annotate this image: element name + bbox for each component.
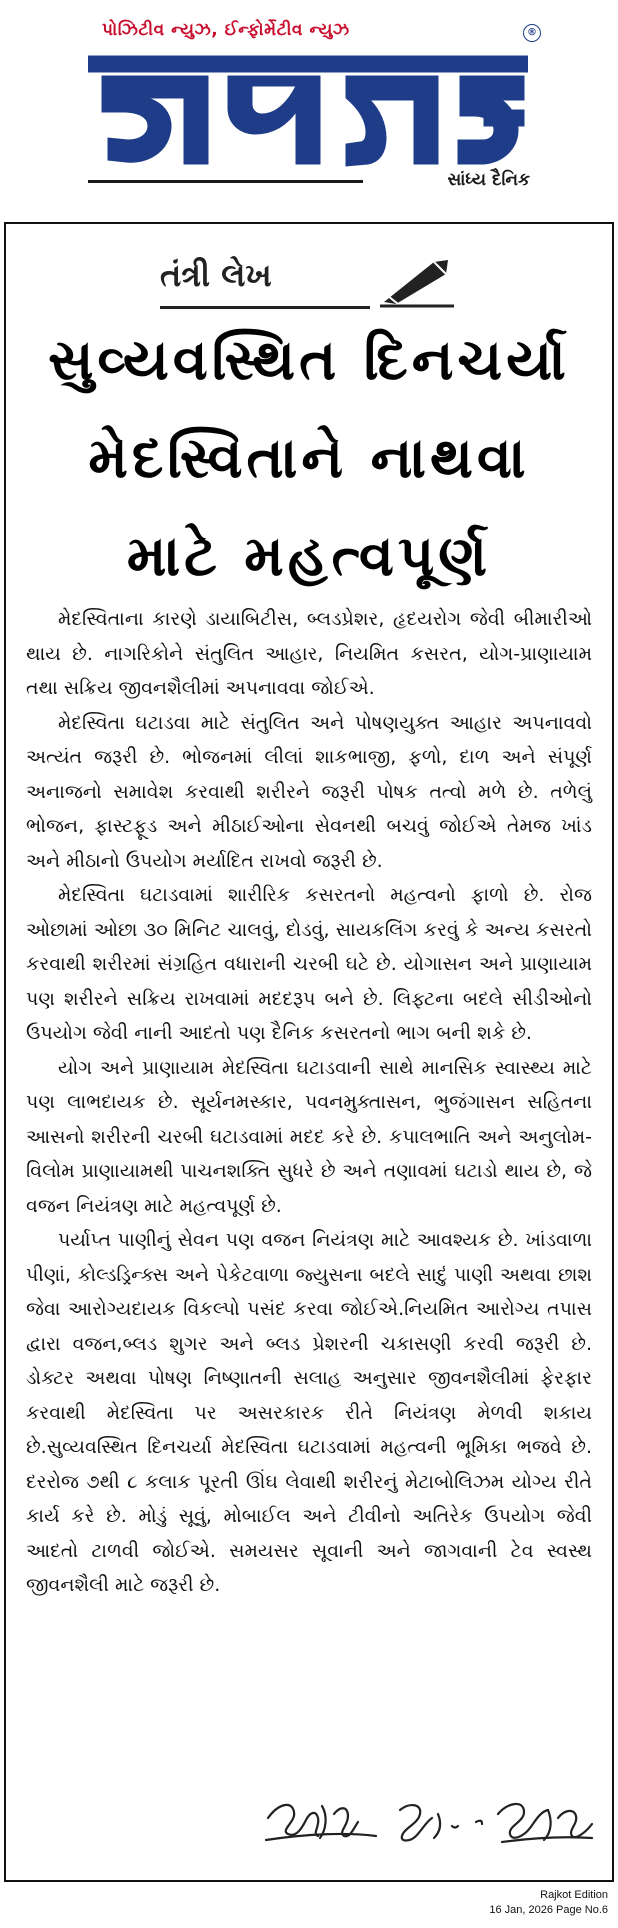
body-paragraph: મેદસ્વિતા ઘટાડવા માટે સંતુલિત અને પોષણયુક્ત આહાર અપનાવવો અત્યંત જરૂરી છે. ભોજનમાં લીલાં શાકભાજી, ફળો, દાળ અને સંપૂર્ણ અનાજનો સમાવેશ કરવાથી શરીરને જરૂરી પોષક તત્વો મળે છે. તળેલું ભોજન, ફાસ્ટફૂડ અને મીઠાઈઓના સેવનથી બચવું જોઈએ તેમજ ખાંડ અને મીઠાનો ઉપયોગ મર્યાદિત રાખવો જરૂરી છે. [26, 711, 592, 872]
edition-name: Rajkot Edition [540, 1889, 608, 1901]
headline-line: માટે મહત્વપૂર્ણ [126, 524, 492, 589]
masthead-tagline: પોઝિટીવ ન્યુઝ, ઈન્ફોર્મેટીવ ન્યુઝ [102, 20, 350, 40]
edition-info [408, 1888, 608, 1918]
body-paragraph: પર્યાપ્ત પાણીનું સેવન પણ વજન નિયંત્રણ માટે આવશ્યક છે. ખાંડવાળા પીણાં, કોલ્ડડ્રિન્ક્સ અને પેકેટવાળા જ્યુસના બદલે સાદું પાણી અથવા છાશ જેવા આરોગ્યદાયક વિકલ્પો પસંદ કરવા જોઈએ.નિયમિત આરોગ્ય તપાસ દ્વારા વજન,બ્લડ શુગર અને બ્લડ પ્રેશરની ચકાસણી કરવી જરૂરી છે. ડોક્ટર અથવા પોષણ નિષ્ણાતની સલાહ અનુસાર જીવનશૈલીમાં ફેરફાર કરવાથી મેદસ્વિતા પર અસરકારક રીતે નિયંત્રણ મેળવી શકાય છે.સુવ્યવસ્થિત દિનચર્યા મેદસ્વિતા ઘટાડવામાં મહત્વની ભૂમિકા ભજવે છે. દરરોજ ૭થી ૮ કલાક પૂરતી ઊંઘ લેવાથી શરીરનું મેટાબોલિઝમ યોગ્ય રીતે કાર્ય કરે છે. મોડું સૂવું, મોબાઈલ અને ટીવીનો અતિરેક ઉપયોગ જેવી આદતો ટાળવી જોઈએ. સમયસર સૂવાની અને જાગવાની ટેવ સ્વસ્થ જીવનશૈલી માટે જરૂરી છે. [26, 1229, 592, 1596]
masthead-logo [88, 50, 528, 168]
logo-letter-4-bar [484, 110, 524, 126]
abtak-logo-icon [88, 50, 528, 168]
logo-letter-2 [228, 76, 320, 164]
section-label: તંત્રી લેખ [160, 256, 272, 294]
masthead-subtitle: સાંધ્ય દૈનિક [447, 170, 530, 190]
headline-line: સુવ્યવસ્થિત દિનચર્યા [48, 328, 570, 393]
logo-shirorekha [88, 56, 528, 72]
pen-writing-icon [378, 256, 456, 308]
body-paragraph: યોગ અને પ્રાણાયામ મેદસ્વિતા ઘટાડવાની સાથે માનસિક સ્વાસ્થ્ય માટે પણ લાભદાયક છે. સૂર્યનમસ્કાર, પવનમુક્તાસન, ભુજંગાસન સહિતના આસનો શરીરની ચરબી ઘટાડવામાં મદદ કરે છે. કપાલભાતિ અને અનુલોમ-વિલોમ પ્રાણાયામથી પાચનશક્તિ સુધરે છે અને તણાવમાં ઘટાડો થાય છે, જે વજન નિયંત્રણ માટે મહત્વપૂર્ણ છે. [26, 1056, 592, 1217]
masthead-rule [88, 180, 363, 183]
logo-letter-1 [102, 76, 188, 162]
headline-line: મેદસ્વિતાને નાથવા [88, 426, 530, 491]
body-paragraph: મેદસ્વિતાના કારણે ડાયાબિટીસ, બ્લડપ્રેશર, હૃદયરોગ જેવી બીમારીઓ થાય છે. નાગરિકોને સંતુલિત આહાર, નિયમિત કસરત, યોગ-પ્રાણાયામ તથા સક્રિય જીવનશૈલીમાં અપનાવવા જોઈએ. [26, 608, 592, 699]
logo-letter-3 [346, 76, 438, 166]
logo-letter-1-stem [184, 76, 208, 164]
handwritten-signature [262, 1784, 602, 1854]
section-underline [160, 306, 370, 309]
section-header [160, 250, 460, 310]
headline [20, 312, 598, 606]
registered-mark: ® [523, 24, 541, 42]
edition-date-page: 16 Jan, 2026 Page No.6 [489, 1904, 608, 1916]
article-body [26, 602, 592, 1603]
body-paragraph: મેદસ્વિતા ઘટાડવામાં શારીરિક કસરતનો મહત્વનો ફાળો છે. રોજ ઓછામાં ઓછા ૩૦ મિનિટ ચાલવું, દોડવું, સાયકલિંગ કરવું કે અન્ય કસરતો કરવાથી શરીરમાં સંગ્રહિત વધારાની ચરબી ઘટે છે. યોગાસન અને પ્રાણાયામ પણ શરીરને સક્રિય રાખવામાં મદદરૂપ બને છે. લિફ્ટના બદલે સીડીઓનો ઉપયોગ જેવી નાની આદતો પણ દૈનિક કસરતનો ભાગ બની શકે છે. [26, 884, 592, 1044]
